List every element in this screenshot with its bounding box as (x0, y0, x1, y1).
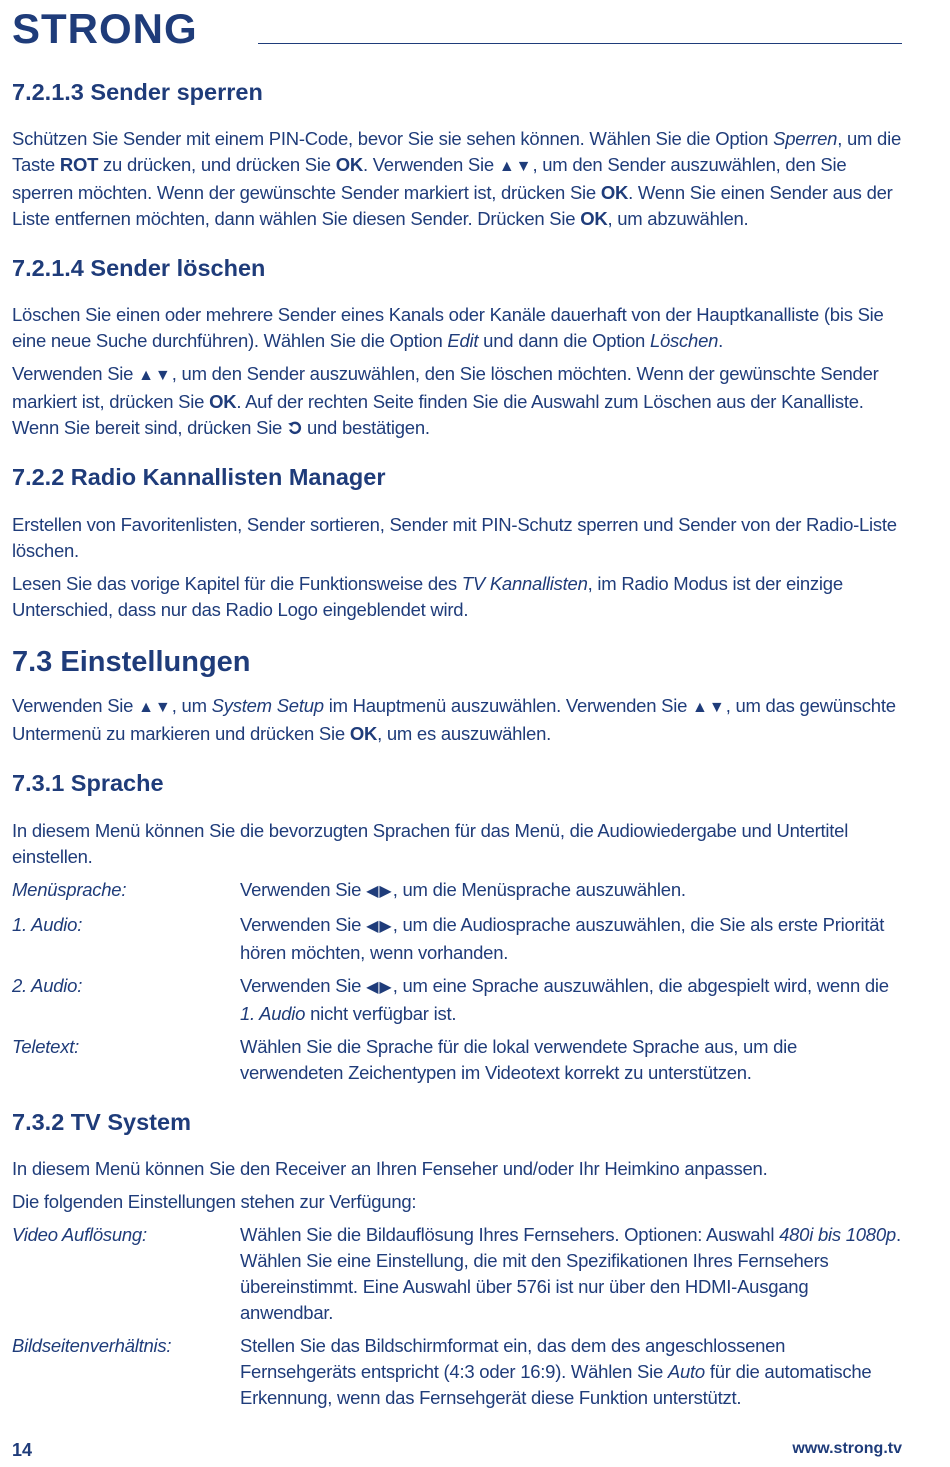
section-heading-einstellungen: 7.3 Einstellungen (12, 645, 251, 678)
svg-text:STRONG: STRONG (12, 8, 198, 48)
up-down-arrows-icon: ▲▼ (138, 699, 172, 717)
section-heading-radio-kanallisten: 7.2.2 Radio Kannallisten Manager (12, 464, 386, 491)
strong-logo (12, 8, 216, 48)
up-down-arrows-icon: ▲▼ (138, 367, 172, 385)
paragraph-radio-2: Lesen Sie das vorige Kapitel für die Funktionsweise des TV Kannallisten, im Radio Modus ist der einzige Unterschied, dass nur das Radio Logo eingeblendet wird. (12, 572, 843, 620)
setting-menuesprache: Menüsprache: Verwenden Sie ◀▶, um die Menüsprache auszuwählen. (12, 878, 686, 900)
setting-teletext: Teletext: Wählen Sie die Sprache für die lokal verwendete Sprache aus, um die verwendeten Zeichentypen im Videotext korrekt zu unterstützen. (12, 1035, 798, 1083)
up-down-arrows-icon: ▲▼ (692, 699, 726, 717)
section-heading-tv-system: 7.3.2 TV System (12, 1108, 191, 1135)
setting-audio-2: 2. Audio: Verwenden Sie ◀▶, um eine Sprache auszuwählen, die abgespielt wird, wenn die 1. Audio nicht verfügbar ist. (12, 974, 889, 1024)
section-heading-sender-loeschen: 7.2.1.4 Sender löschen (12, 255, 266, 282)
left-right-arrows-icon: ◀▶ (366, 978, 393, 996)
refresh-icon (287, 420, 303, 436)
section-heading-sender-sperren: 7.2.1.3 Sender sperren (12, 79, 263, 105)
page-number: 14 (12, 1440, 33, 1460)
paragraph-sender-loeschen-2: Verwenden Sie ▲▼, um den Sender auszuwählen, den Sie löschen möchten. Wenn der gewünschte Sender markiert ist, drücken Sie OK. Auf der rechten Seite finden Sie die Auswahl zum Löschen aus der Kanalliste. Wenn Sie bereit sind, drücken Sie und bestätigen. (12, 363, 879, 439)
left-right-arrows-icon: ◀▶ (366, 917, 393, 935)
paragraph-tv-system-2: Die folgenden Einstellungen stehen zur Verfügung: (12, 1190, 417, 1212)
website-link[interactable]: www.strong.tv (792, 1440, 902, 1457)
header-rule (258, 43, 902, 44)
up-down-arrows-icon: ▲▼ (498, 158, 533, 176)
paragraph-einstellungen: Verwenden Sie ▲▼, um System Setup im Hauptmenü auszuwählen. Verwenden Sie ▲▼, um das gewünschte Untermenü zu markieren und drücken Sie OK, um es auszuwählen. (12, 695, 896, 745)
paragraph-tv-system-1: In diesem Menü können Sie den Receiver an Ihren Fenseher und/oder Ihr Heimkino anpassen. (12, 1157, 768, 1179)
paragraph-sender-loeschen-1: Löschen Sie einen oder mehrere Sender eines Kanals oder Kanäle dauerhaft von der Hauptkanalliste (bis Sie eine neue Suche durchführen). Wählen Sie die Option Edit und dann die Option Löschen. (12, 304, 884, 352)
paragraph-radio-1: Erstellen von Favoritenlisten, Sender sortieren, Sender mit PIN-Schutz sperren und Sender von der Radio-Liste löschen. (12, 513, 897, 561)
setting-bildseitenverhaeltnis: Bildseitenverhältnis: Stellen Sie das Bildschirmformat ein, das dem des angeschlossenen Fernsehgeräts entspricht (4:3 oder 16:9). Wählen Sie Auto für die automatische Erkennung, wenn das Fernsehgerät diese Funktion unterstützt. (12, 1334, 872, 1408)
setting-video-aufloesung: Video Auflösung: Wählen Sie die Bildauflösung Ihres Fernsehers. Optionen: Auswahl 480i bis 1080p. Wählen Sie eine Einstellung, die mit den Spezifikationen Ihres Fernsehers übereinstimmt. Eine Auswahl über 576i ist nur über den HDMI-Ausgang anwendbar. (12, 1223, 901, 1323)
section-heading-sprache: 7.3.1 Sprache (12, 770, 164, 797)
page-header (12, 8, 902, 52)
paragraph-sprache-intro: In diesem Menü können Sie die bevorzugten Sprachen für das Menü, die Audiowiedergabe und Untertitel einstellen. (12, 819, 849, 867)
paragraph-sender-sperren: Schützen Sie Sender mit einem PIN-Code, bevor Sie sie sehen können. Wählen Sie die Option Sperren, um die Taste ROT zu drücken, und drücken Sie OK. Verwenden Sie ▲▼, um den Sender auszuwählen, den Sie sperren möchten. Wenn der gewünschte Sender markiert ist, drücken Sie OK. Wenn Sie einen Sender aus der Liste entfernen möchten, dann wählen Sie diesen Sender. Drücken Sie OK, um abzuwählen. (12, 128, 901, 230)
document-body (12, 78, 902, 1411)
setting-audio-1: 1. Audio: Verwenden Sie ◀▶, um die Audiosprache auszuwählen, die Sie als erste Priorität hören möchten, wenn vorhanden. (12, 913, 885, 963)
left-right-arrows-icon: ◀▶ (366, 882, 393, 900)
